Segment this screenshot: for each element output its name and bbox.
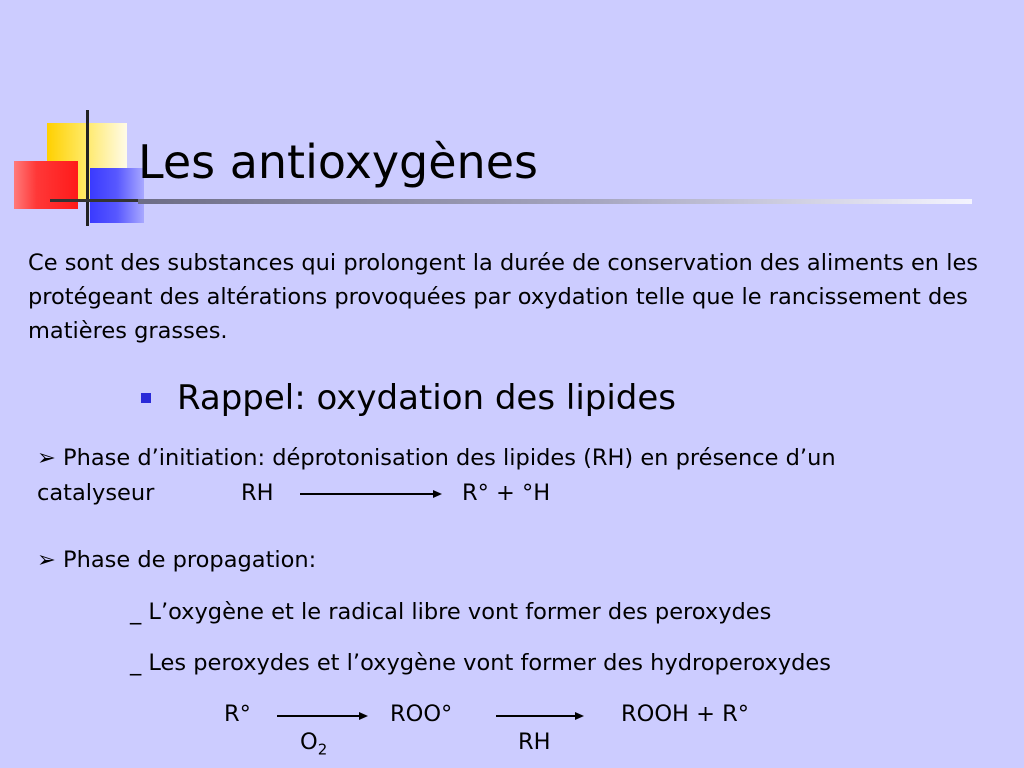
equation-reagent-1-base: O: [300, 729, 318, 755]
equation-middle: ROO°: [390, 701, 453, 727]
arrow-bullet-icon: ➢: [37, 445, 56, 471]
initiation-catalyst-label: catalyseur: [37, 480, 155, 506]
subheading: Rappel: oxydation des lipides: [177, 378, 677, 418]
propagation-heading-line: [37, 543, 316, 577]
initiation-product: R° + °H: [462, 480, 551, 506]
logo-horizontal-line: [50, 199, 150, 202]
initiation-text: Phase d’initiation: déprotonisation des lipides (RH) en présence d’un: [63, 445, 836, 471]
equation-start: R°: [224, 701, 251, 727]
initiation-reactant: RH: [241, 480, 274, 506]
equation-end: ROOH + R°: [621, 701, 750, 727]
equation-arrow-2-line: [496, 715, 576, 717]
propagation-heading: Phase de propagation:: [63, 547, 317, 573]
logo-blue-square: [90, 168, 144, 223]
intro-paragraph: Ce sont des substances qui prolongent la durée de conservation des aliments en les protégeant des altérations provoquées par oxydation telle que le rancissement des matières grasses.: [28, 250, 979, 344]
initiation-line-1: [37, 441, 836, 475]
equation-reagent-1-sub: 2: [317, 740, 328, 759]
propagation-item-1: _ L’oxygène et le radical libre vont former des peroxydes: [130, 599, 772, 625]
equation-arrow-2-head-icon: [575, 712, 584, 720]
initiation-arrow-line: [300, 493, 434, 495]
arrow-bullet-icon: ➢: [37, 547, 56, 573]
equation-reagent-1: [300, 725, 327, 767]
equation-arrow-1-line: [277, 715, 360, 717]
propagation-item-2: _ Les peroxydes et l’oxygène vont former des hydroperoxydes: [130, 650, 831, 676]
slide-title: Les antioxygènes: [138, 135, 538, 189]
initiation-arrow-head-icon: [433, 490, 442, 498]
square-bullet-icon: [141, 393, 151, 403]
logo-vertical-line: [86, 110, 89, 226]
equation-arrow-1-head-icon: [359, 712, 368, 720]
equation-reagent-2: RH: [518, 729, 551, 755]
title-underline: [138, 199, 972, 204]
